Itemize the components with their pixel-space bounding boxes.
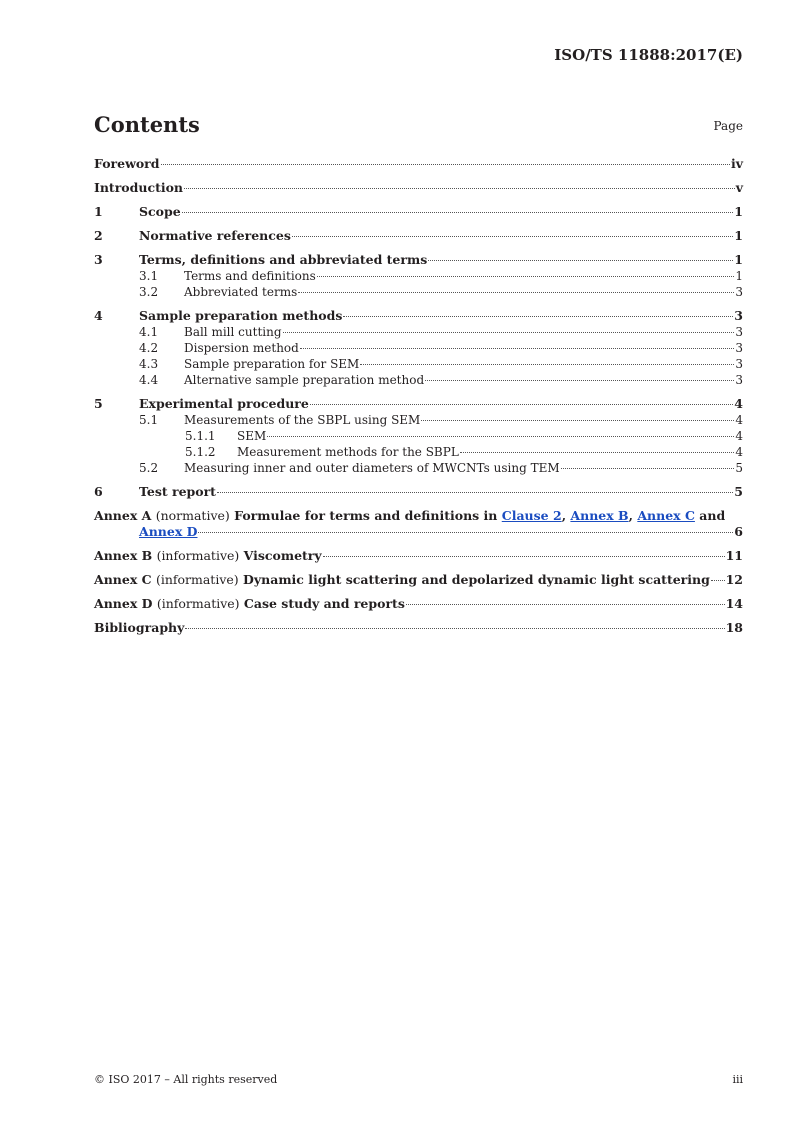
toc-number: 1	[94, 204, 103, 219]
toc-page: 3	[734, 308, 743, 323]
dot-leader	[292, 236, 733, 237]
toc-number: 5	[94, 396, 103, 411]
annex-label: Annex B	[94, 548, 153, 563]
toc-page: iv	[730, 156, 743, 171]
toc-title: SEM	[237, 429, 267, 443]
toc-number: 4.2	[139, 341, 159, 355]
toc-title: Ball mill cutting	[184, 325, 282, 339]
toc-entry-annex-a[interactable]	[94, 508, 743, 540]
toc-page: 5	[735, 461, 743, 475]
annex-title: Case study and reports	[243, 596, 405, 611]
toc-number: 4	[94, 308, 103, 323]
toc-page: 3	[735, 357, 743, 371]
toc-number: 6	[94, 484, 103, 499]
toc-entry-bibliography[interactable]	[94, 620, 743, 636]
toc-number: 5.1.1	[185, 429, 216, 443]
toc-title: Alternative sample preparation method	[184, 373, 425, 387]
toc-entry-sample-preparation[interactable]	[94, 308, 743, 324]
toc-page: 6	[734, 524, 743, 539]
toc-title: Measuring inner and outer diameters of MWCNTs using TEM	[184, 461, 560, 475]
dot-leader	[360, 364, 734, 365]
toc-page: 1	[734, 204, 743, 219]
dot-leader	[711, 580, 725, 581]
toc-entry-foreword[interactable]	[94, 156, 743, 172]
toc-entry-annex-b[interactable]	[94, 548, 743, 564]
toc-title: Introduction	[94, 180, 184, 195]
dot-leader	[283, 332, 735, 333]
dot-leader	[182, 212, 734, 213]
annex-type: (normative)	[155, 508, 230, 523]
dot-leader	[323, 556, 725, 557]
toc-page: 14	[725, 596, 743, 611]
toc-entry-test-report[interactable]	[94, 484, 743, 500]
toc-page: 11	[725, 548, 743, 563]
toc-entry-5-1-2[interactable]	[94, 444, 743, 460]
link-annex-c[interactable]: Annex C	[637, 508, 695, 523]
toc-title: Terms, definitions and abbreviated terms	[139, 252, 428, 267]
toc-title: Bibliography	[94, 620, 185, 635]
copyright-notice: © ISO 2017 – All rights reserved	[94, 1073, 278, 1086]
toc-number: 3	[94, 252, 103, 267]
toc-number: 4.3	[139, 357, 159, 371]
annex-a-line1: Annex A (normative) Formulae for terms and definitions in Clause 2, Annex B, Annex C and	[94, 508, 726, 523]
toc-entry-normative-references[interactable]	[94, 228, 743, 244]
toc-page: 18	[725, 620, 743, 635]
toc-page: 1	[734, 252, 743, 267]
toc-entry-4-4[interactable]	[94, 372, 743, 388]
toc-entry-introduction[interactable]	[94, 180, 743, 196]
annex-title: Formulae for terms and definitions in	[234, 508, 498, 523]
toc-page: 3	[735, 285, 743, 299]
toc-title: Test report	[139, 484, 216, 499]
dot-leader	[406, 604, 725, 605]
toc-number: 4.4	[139, 373, 159, 387]
toc-number: 3.2	[139, 285, 159, 299]
annex-a-line2	[94, 524, 743, 540]
document-id: ISO/TS 11888:2017(E)	[554, 46, 743, 64]
toc-title: Scope	[139, 204, 181, 219]
dot-leader	[460, 452, 735, 453]
toc-entry-4-3[interactable]	[94, 356, 743, 372]
annex-c-heading	[94, 572, 710, 588]
toc-page: 12	[725, 572, 743, 587]
annex-and: and	[699, 508, 726, 523]
dot-leader	[198, 532, 733, 533]
annex-type: (informative)	[156, 548, 240, 563]
toc-title: Measurement methods for the SBPL	[237, 445, 459, 459]
toc-entry-scope[interactable]	[94, 204, 743, 220]
dot-leader	[310, 404, 733, 405]
toc-entry-3-1[interactable]	[94, 268, 743, 284]
annex-label: Annex C	[94, 572, 152, 587]
toc-page: 3	[735, 373, 743, 387]
toc-page: v	[735, 180, 743, 195]
toc-title: Sample preparation for SEM	[184, 357, 360, 371]
toc-page: 3	[735, 325, 743, 339]
dot-leader	[217, 492, 733, 493]
dot-leader	[343, 316, 733, 317]
annex-b-heading	[94, 548, 322, 564]
dot-leader	[300, 348, 735, 349]
toc-title: Terms and definitions	[184, 269, 316, 283]
toc-number: 2	[94, 228, 103, 243]
dot-leader	[161, 164, 730, 165]
link-annex-d[interactable]: Annex D	[139, 524, 198, 539]
dot-leader	[317, 276, 735, 277]
table-of-contents	[94, 156, 743, 636]
link-annex-b[interactable]: Annex B	[570, 508, 629, 523]
toc-entry-4-1[interactable]	[94, 324, 743, 340]
toc-number: 3.1	[139, 269, 159, 283]
toc-entry-5-1-1[interactable]	[94, 428, 743, 444]
dot-leader	[421, 420, 734, 421]
dot-leader	[561, 468, 735, 469]
toc-title: Measurements of the SBPL using SEM	[184, 413, 421, 427]
toc-title: Sample preparation methods	[139, 308, 343, 323]
toc-entry-annex-d[interactable]	[94, 596, 743, 612]
toc-entry-experimental-procedure[interactable]	[94, 396, 743, 412]
toc-title: Abbreviated terms	[184, 285, 298, 299]
toc-page: 3	[735, 341, 743, 355]
toc-title: Experimental procedure	[139, 396, 309, 411]
toc-title: Dispersion method	[184, 341, 299, 355]
annex-label: Annex A	[94, 508, 152, 523]
annex-title: Dynamic light scattering and depolarized dynamic light scattering	[243, 572, 710, 587]
toc-entry-4-2[interactable]	[94, 340, 743, 356]
toc-number: 5.2	[139, 461, 159, 475]
toc-entry-5-2[interactable]	[94, 460, 743, 476]
contents-heading: Contents	[94, 112, 200, 137]
link-clause-2[interactable]: Clause 2	[501, 508, 562, 523]
toc-number: 5.1.2	[185, 445, 216, 459]
toc-page: 4	[735, 413, 743, 427]
toc-page: 4	[734, 396, 743, 411]
toc-title: Normative references	[139, 228, 291, 243]
dot-leader	[185, 628, 724, 629]
toc-page: 1	[735, 269, 743, 283]
page-column-label: Page	[713, 119, 743, 133]
page-number: iii	[732, 1073, 743, 1086]
dot-leader	[184, 188, 735, 189]
annex-type: (informative)	[155, 572, 239, 587]
annex-type: (informative)	[156, 596, 240, 611]
toc-number: 5.1	[139, 413, 159, 427]
toc-entry-3-2[interactable]	[94, 284, 743, 300]
dot-leader	[425, 380, 734, 381]
toc-page: 4	[735, 429, 743, 443]
dot-leader	[298, 292, 734, 293]
toc-entry-annex-c[interactable]	[94, 572, 743, 588]
toc-page: 5	[734, 484, 743, 499]
toc-entry-5-1[interactable]	[94, 412, 743, 428]
toc-entry-terms[interactable]	[94, 252, 743, 268]
dot-leader	[267, 436, 734, 437]
dot-leader	[428, 260, 733, 261]
toc-page: 4	[735, 445, 743, 459]
annex-title: Viscometry	[243, 548, 322, 563]
toc-title: Foreword	[94, 156, 160, 171]
toc-page: 1	[734, 228, 743, 243]
annex-label: Annex D	[94, 596, 153, 611]
toc-number: 4.1	[139, 325, 159, 339]
annex-d-heading	[94, 596, 405, 612]
